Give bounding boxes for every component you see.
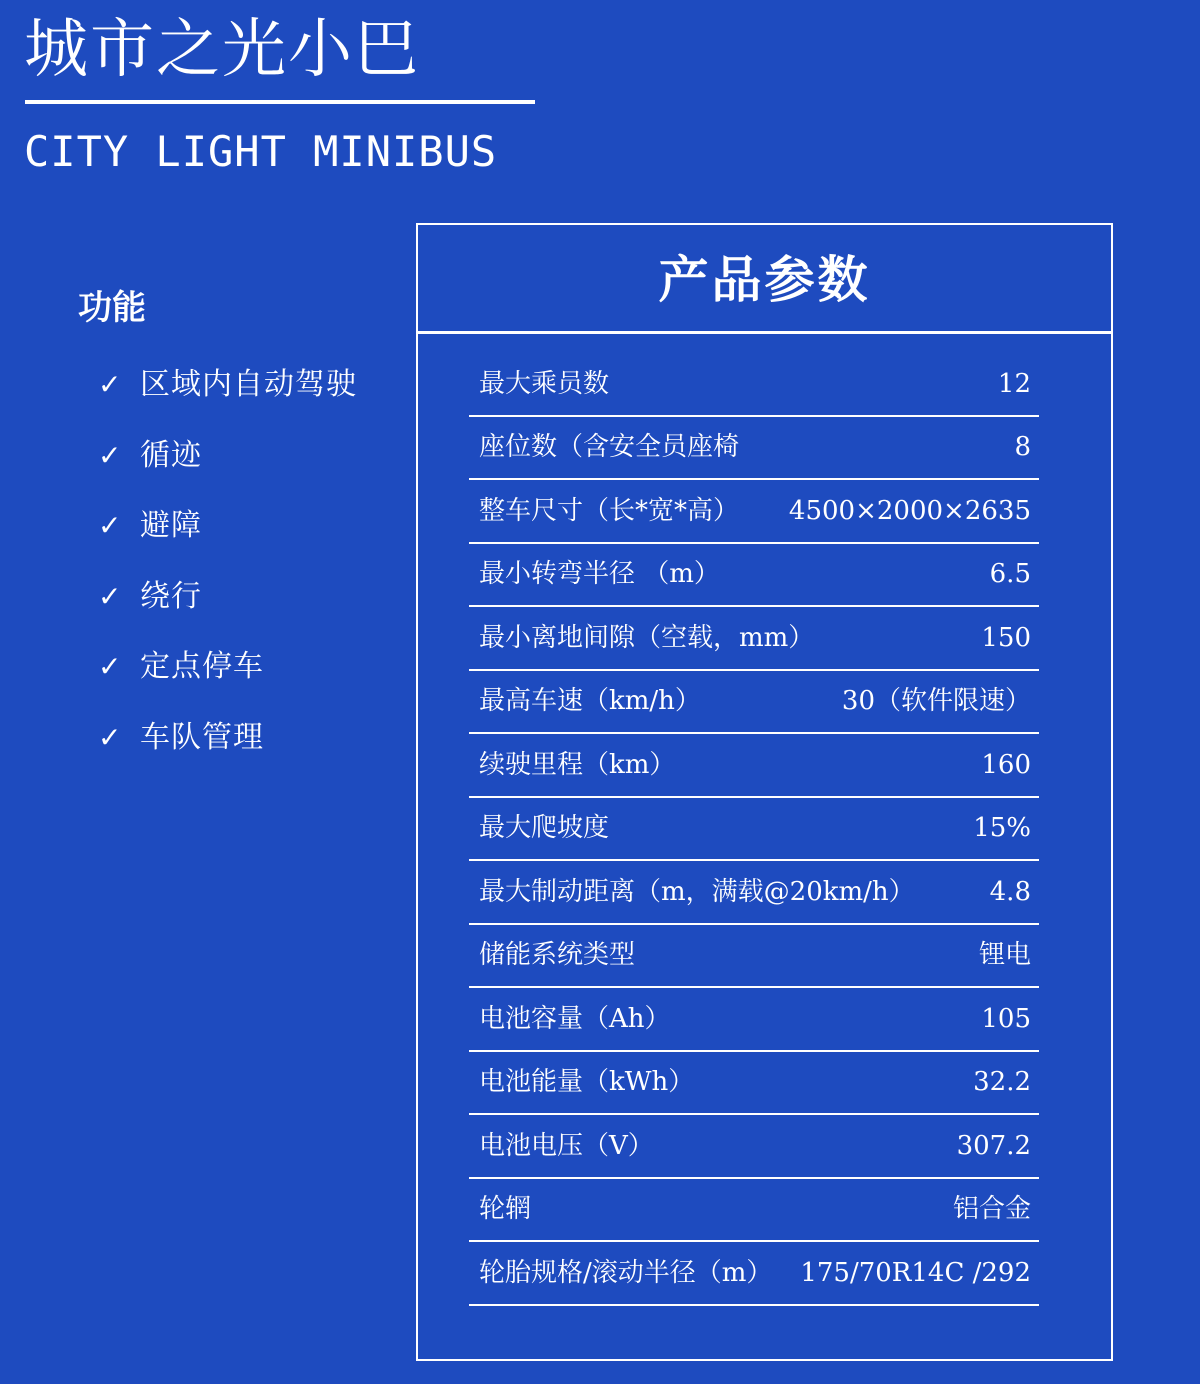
spec-value: 307.2 — [956, 1130, 1031, 1161]
spec-row — [469, 1179, 1039, 1243]
features-heading: 功能 — [78, 288, 146, 328]
checkmark-icon: ✓ — [98, 509, 122, 542]
spec-label: 轮胎规格/滚动半径（m） — [479, 1257, 773, 1288]
feature-item — [98, 642, 357, 713]
spec-row — [469, 798, 1039, 862]
spec-panel — [416, 223, 1113, 1361]
spec-row — [469, 734, 1039, 798]
spec-label: 电池电压（V） — [479, 1130, 654, 1161]
spec-label: 电池容量（Ah） — [479, 1003, 671, 1034]
feature-item — [98, 360, 357, 431]
feature-label: 区域内自动驾驶 — [140, 367, 357, 402]
spec-row — [469, 671, 1039, 735]
spec-value: 175/70R14C /292 — [800, 1257, 1031, 1288]
spec-row — [469, 480, 1039, 544]
checkmark-icon: ✓ — [98, 368, 122, 401]
checkmark-icon: ✓ — [98, 650, 122, 683]
spec-label: 座位数（含安全员座椅 — [479, 432, 740, 463]
spec-value: 105 — [981, 1003, 1031, 1034]
spec-row — [469, 925, 1039, 989]
spec-label: 续驶里程（km） — [479, 749, 676, 780]
page-subtitle: CITY LIGHT MINIBUS — [24, 127, 498, 176]
page-title: 城市之光小巴 — [24, 13, 420, 87]
spec-label: 轮辋 — [479, 1194, 532, 1225]
spec-row — [469, 353, 1039, 417]
spec-value: 铝合金 — [952, 1194, 1031, 1225]
spec-label: 储能系统类型 — [479, 940, 636, 971]
feature-label: 避障 — [140, 508, 202, 543]
spec-row — [469, 417, 1039, 481]
spec-label: 最小转弯半径 （m） — [479, 559, 720, 590]
spec-value: 6.5 — [989, 559, 1031, 590]
spec-row — [469, 607, 1039, 671]
spec-label: 最高车速（km/h） — [479, 686, 701, 717]
spec-label: 电池能量（kWh） — [479, 1067, 695, 1098]
spec-row — [469, 988, 1039, 1052]
feature-label: 循迹 — [140, 437, 202, 473]
feature-list — [98, 360, 357, 783]
spec-label: 整车尺寸（长*宽*高） — [479, 495, 740, 526]
spec-value: 30（软件限速） — [841, 686, 1031, 717]
checkmark-icon: ✓ — [98, 579, 122, 613]
spec-row — [469, 544, 1039, 608]
feature-label: 车队管理 — [140, 719, 264, 755]
spec-value: 32.2 — [973, 1067, 1031, 1098]
spec-row — [469, 1115, 1039, 1179]
feature-item — [98, 501, 357, 572]
feature-item — [98, 572, 357, 643]
spec-value: 150 — [981, 622, 1031, 653]
feature-item — [98, 713, 357, 784]
spec-value: 12 — [997, 368, 1031, 399]
spec-row — [469, 861, 1039, 925]
checkmark-icon: ✓ — [98, 720, 122, 754]
feature-label: 绕行 — [140, 578, 202, 614]
spec-table — [469, 353, 1039, 1306]
spec-label: 最大乘员数 — [479, 368, 610, 399]
feature-item — [98, 431, 357, 502]
spec-value: 160 — [981, 749, 1031, 780]
spec-row — [469, 1242, 1039, 1306]
feature-label: 定点停车 — [140, 649, 264, 684]
spec-row — [469, 1052, 1039, 1116]
spec-label: 最小离地间隙（空载，mm） — [479, 622, 815, 653]
spec-title: 产品参数 — [658, 250, 871, 309]
spec-header — [418, 225, 1111, 334]
spec-value: 4500×2000×2635 — [788, 495, 1031, 526]
spec-label: 最大制动距离（m，满载@20km/h） — [479, 876, 915, 907]
title-divider — [25, 100, 535, 104]
spec-value: 8 — [1014, 432, 1031, 463]
spec-value: 4.8 — [989, 876, 1031, 907]
checkmark-icon: ✓ — [98, 438, 122, 472]
spec-value: 15% — [973, 813, 1031, 844]
spec-value: 锂电 — [978, 940, 1031, 971]
spec-label: 最大爬坡度 — [479, 813, 610, 844]
